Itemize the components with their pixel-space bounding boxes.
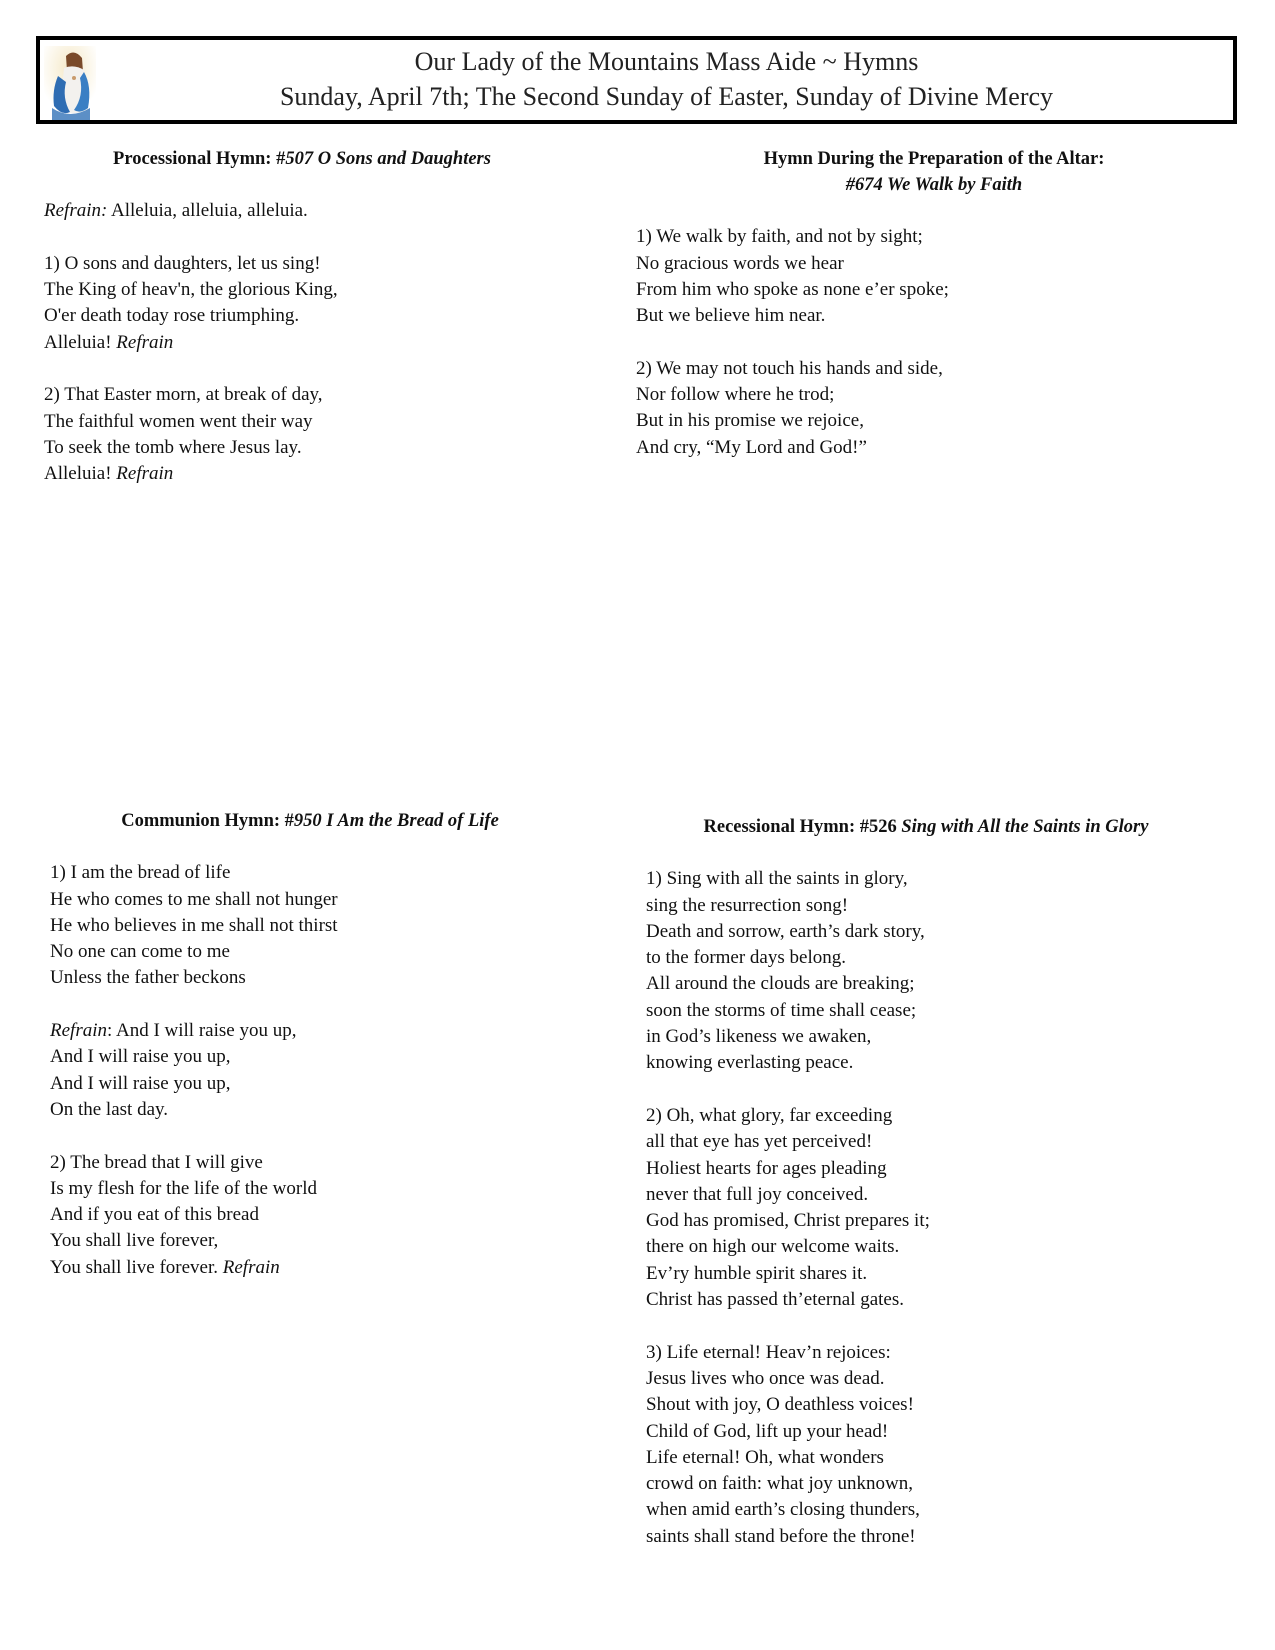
preparation-verse-1: 1) We walk by faith, and not by sight; No gracious words we hear From him who spoke as none e’er spoke; But we believe him near.: [636, 226, 949, 327]
preparation-hymn: [636, 146, 1236, 461]
recessional-verse-3: 3) Life eternal! Heav’n rejoices: Jesus lives who once was dead. Shout with joy, O deathless voices! Child of God, lift up your head! Life eternal! Oh, what wonders crowd on faith: what joy unknown, when amid earth’s closing thunders, saints shall stand before the throne!: [646, 1341, 920, 1547]
header-subtitle: Sunday, April 7th; The Second Sunday of Easter, Sunday of Divine Mercy: [279, 82, 1054, 111]
header-title: Our Lady of the Mountains Mass Aide ~ Hymns: [414, 47, 919, 76]
header-box: [36, 36, 1237, 124]
communion-title: Communion Hymn: #950 I Am the Bread of Life: [121, 811, 499, 831]
recessional-verse-1: 1) Sing with all the saints in glory, sing the resurrection song! Death and sorrow, earth’s dark story, to the former days belong. All around the clouds are breaking; soon the storms of time shall cease; in God’s likeness we awaken, knowing everlasting peace.: [646, 868, 925, 1074]
preparation-title: Hymn During the Preparation of the Altar: #674 We Walk by Faith: [763, 149, 1105, 195]
madonna-image: [44, 46, 96, 120]
communion-verse-1: 1) I am the bread of life He who comes to me shall not hunger He who believes in me shall not thirst No one can come to me Unless the father beckons: [50, 862, 338, 989]
processional-verse-1: 1) O sons and daughters, let us sing! The King of heav'n, the glorious King, O'er death today rose triumphing. Alleluia! Refrain: [44, 252, 338, 353]
recessional-hymn: [646, 814, 1256, 1550]
communion-refrain: Refrain: And I will raise you up, And I will raise you up, And I will raise you up, On the last day.: [50, 1020, 297, 1120]
communion-verse-2: 2) The bread that I will give Is my flesh for the life of the world And if you eat of this bread You shall live forever, You shall live forever. Refrain: [50, 1151, 317, 1278]
preparation-verse-2: 2) We may not touch his hands and side, Nor follow where he trod; But in his promise we rejoice, And cry, “My Lord and God!”: [636, 357, 943, 458]
recessional-title: Recessional Hymn: #526 Sing with All the Saints in Glory: [703, 817, 1149, 837]
recessional-verse-2: 2) Oh, what glory, far exceeding all that eye has yet perceived! Holiest hearts for ages pleading never that full joy conceived. God has promised, Christ prepares it; there on high our welcome waits. Ev’ry humble spirit shares it. Christ has passed th’eternal gates.: [646, 1104, 930, 1311]
processional-verse-2: 2) That Easter morn, at break of day, The faithful women went their way To seek the tomb where Jesus lay. Alleluia! Refrain: [44, 384, 323, 485]
processional-title: Processional Hymn: #507 O Sons and Daughters: [113, 149, 491, 169]
processional-refrain: Refrain: Alleluia, alleluia, alleluia.: [44, 200, 308, 222]
processional-hymn: [44, 146, 564, 488]
communion-hymn: [50, 808, 570, 1281]
